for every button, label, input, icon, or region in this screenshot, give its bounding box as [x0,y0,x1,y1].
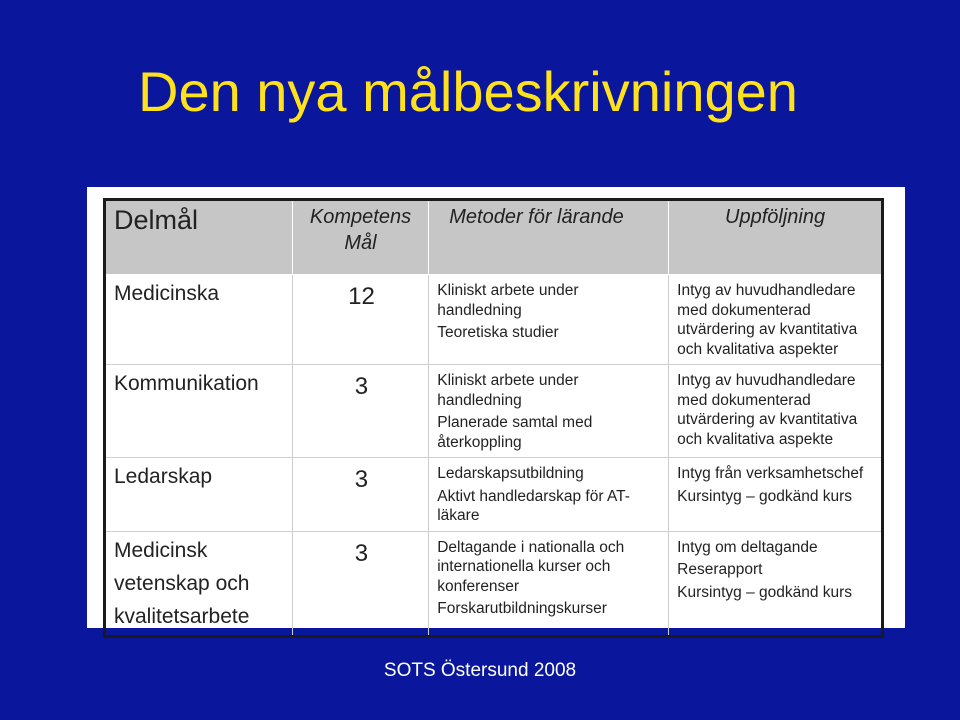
uppfoljning-cell [669,275,883,365]
uppfoljning-cell [669,458,883,532]
metoder-item: Kliniskt arbete under handledning [437,372,579,409]
uppfoljning-item: Reserapport [677,561,763,578]
metoder-cell [429,458,669,532]
uppfoljning-item: Kursintyg – godkänd kurs [677,583,853,601]
metoder-item: Kliniskt arbete under handledning [437,282,579,319]
metoder-item: Forskarutbildningskurser [437,600,607,617]
header-uppfoljning: Uppföljning [669,200,883,275]
header-delmal: Delmål [105,200,293,275]
metoder-item: Planerade samtal med återkoppling [437,414,593,451]
metoder-item: Ledarskapsutbildning [437,465,584,482]
mal-count-cell: 12 [292,275,429,365]
footer-text: SOTS Östersund 2008 [383,660,577,681]
metoder-cell [429,275,669,365]
uppfoljning-item: Intyg från verksamhetschef [677,465,864,482]
table-row [105,365,883,458]
uppfoljning-item: Intyg av huvudhandledare med dokumenterad utvärdering av kvantitativa och kvalitativa aspekte [677,372,858,448]
mal-count-cell: 3 [292,365,429,458]
delmal-cell: Ledarskap [105,458,293,532]
slide-title: Den nya målbeskrivningen [138,60,798,123]
table-row [105,458,883,532]
mal-count-cell: 3 [292,531,429,636]
mal-count-cell: 3 [292,458,429,532]
table-row [105,531,883,636]
delmal-cell: Medicinsk vetenskap och kvalitetsarbete [105,531,293,636]
metoder-cell [429,531,669,636]
header-kompetens-mal: Kompetens Mål [292,200,429,275]
table-row [105,275,883,365]
table-panel [87,187,905,628]
table-header-row [105,200,883,275]
uppfoljning-cell [669,531,883,636]
goals-table [103,198,884,638]
uppfoljning-item: Intyg av huvudhandledare med dokumenterad utvärdering av kvantitativa och kvalitativa aspekter [677,282,858,358]
delmal-cell: Kommunikation [105,365,293,458]
metoder-cell [429,365,669,458]
metoder-item: Teoretiska studier [437,324,559,341]
metoder-item: Deltagande i nationalla och internationella kurser och konferenser [437,538,625,595]
metoder-item: Aktivt handledarskap för AT-läkare [437,487,630,524]
uppfoljning-item: Kursintyg – godkänd kurs [677,487,853,505]
delmal-cell: Medicinska [105,275,293,365]
uppfoljning-item: Intyg om deltagande [677,538,818,556]
uppfoljning-cell [669,365,883,458]
header-metoder: Metoder för lärande [429,200,669,275]
slide-footer [0,660,960,682]
